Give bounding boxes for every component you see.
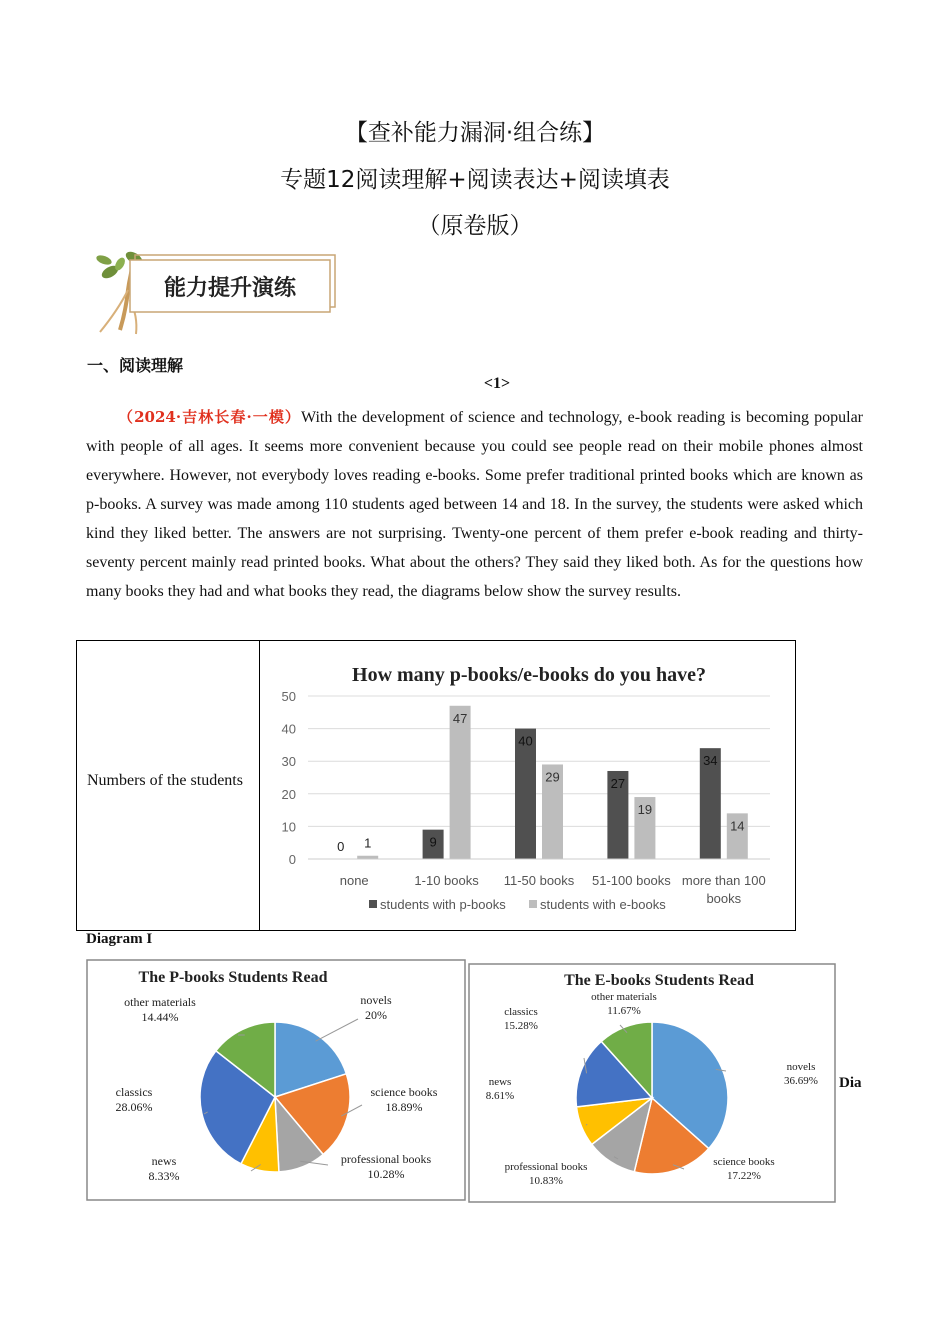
- banner-graphic: [90, 250, 340, 335]
- slice-label: science books: [370, 1085, 438, 1099]
- slice-percent: 28.06%: [115, 1100, 153, 1114]
- slice-percent: 10.28%: [367, 1167, 405, 1181]
- passage-source: （2024·吉林长春·一模）: [118, 408, 301, 426]
- passage-text: With the development of science and technology, e-book reading is becoming popular with people of all ages. It seems more convenient because you could see people read on their mobile phones almost everywhere. However, not everybody loves reading e-books. Some prefer traditional printed books which are known as p-books. A survey was made among 110 students aged between 14 and 18. In the survey, the students were asked which kind they liked better. The answers are not surprising. Twenty-one percent of them prefer e-book reading and thirty-seventy percent mainly read printed books. What about the others? They said they liked both. As for the questions how many books they had and what books they read, the diagrams below show the survey results.: [86, 409, 863, 600]
- legend-swatch: [529, 900, 537, 908]
- slice-label: other materials: [591, 991, 657, 1003]
- slice-label: classics: [504, 1006, 538, 1018]
- y-tick-label: 10: [281, 819, 296, 835]
- bar-value-label: 34: [703, 753, 718, 769]
- slice-percent: 11.67%: [607, 1005, 641, 1017]
- bar-value-label: 19: [637, 802, 653, 818]
- diagram-label-cut: Dia: [839, 1075, 862, 1091]
- bar-value-label: 47: [452, 710, 468, 726]
- slice-percent: 8.33%: [148, 1169, 180, 1183]
- title-line-2: 专题12阅读理解+阅读表达+阅读填表: [280, 167, 670, 193]
- slice-label: novels: [360, 993, 392, 1007]
- legend-label: students with e-books: [540, 897, 666, 912]
- slice-label: news: [488, 1076, 512, 1088]
- slice-label: classics: [115, 1085, 153, 1099]
- row-label: Numbers of the students: [87, 772, 243, 789]
- bar-chart: [263, 643, 793, 928]
- slice-percent: 17.22%: [727, 1170, 761, 1182]
- bar-value-label: 29: [545, 769, 560, 785]
- passage: [86, 403, 863, 606]
- slice-label: professional books: [504, 1161, 588, 1173]
- bar-value-label: 9: [429, 834, 437, 850]
- bar-value-label: 27: [610, 775, 626, 791]
- section-heading: 一、阅读理解: [87, 356, 184, 375]
- slice-label: other materials: [124, 995, 196, 1009]
- x-tick-label: more than 100: [681, 873, 766, 888]
- slice-label: novels: [786, 1061, 816, 1073]
- slice-label: professional books: [340, 1152, 432, 1166]
- title-line-3: （原卷版）: [417, 213, 533, 239]
- slice-percent: 20%: [365, 1008, 387, 1022]
- leader-line: [586, 1124, 587, 1125]
- passage-number: <1>: [483, 375, 511, 392]
- pie-title: The P-books Students Read: [138, 969, 328, 986]
- e-books-pie-chart: [468, 963, 836, 1203]
- pie-title: The E-books Students Read: [564, 972, 754, 989]
- table-label-cell: [77, 641, 260, 930]
- x-tick-label: books: [706, 891, 742, 906]
- slice-label: news: [151, 1154, 177, 1168]
- bar-value-label: 1: [364, 835, 372, 851]
- banner-text: 能力提升演练: [163, 276, 297, 301]
- slice-percent: 18.89%: [385, 1100, 423, 1114]
- diagram-label: Diagram I: [86, 931, 153, 947]
- slice-percent: 36.69%: [784, 1075, 818, 1087]
- p-books-pie-chart: [86, 959, 466, 1201]
- chart-table: [76, 640, 796, 931]
- bar-value-label: 14: [730, 818, 745, 834]
- title-line-1: 【查补能力漏洞·组合练】: [344, 120, 606, 146]
- slice-label: science books: [713, 1156, 775, 1168]
- slice-percent: 8.61%: [485, 1090, 515, 1102]
- x-tick-label: 11-50 books: [503, 873, 575, 888]
- y-tick-label: 0: [288, 852, 296, 867]
- y-tick-label: 50: [281, 689, 296, 704]
- slice-percent: 14.44%: [141, 1010, 179, 1024]
- legend-swatch: [369, 900, 377, 908]
- y-tick-label: 40: [281, 721, 296, 737]
- slice-percent: 15.28%: [504, 1020, 538, 1032]
- y-tick-label: 20: [281, 786, 296, 802]
- x-tick-label: 51-100 books: [592, 873, 671, 888]
- chart-title: How many p-books/e-books do you have?: [352, 664, 706, 686]
- slice-percent: 10.83%: [529, 1175, 563, 1187]
- bar-e-books: [450, 706, 471, 859]
- y-tick-label: 30: [281, 754, 296, 770]
- bar-value-label: 0: [337, 839, 345, 854]
- legend-label: students with p-books: [380, 897, 506, 912]
- x-tick-label: 1-10 books: [414, 873, 479, 888]
- bar-value-label: 40: [518, 733, 533, 749]
- x-tick-label: none: [339, 873, 369, 888]
